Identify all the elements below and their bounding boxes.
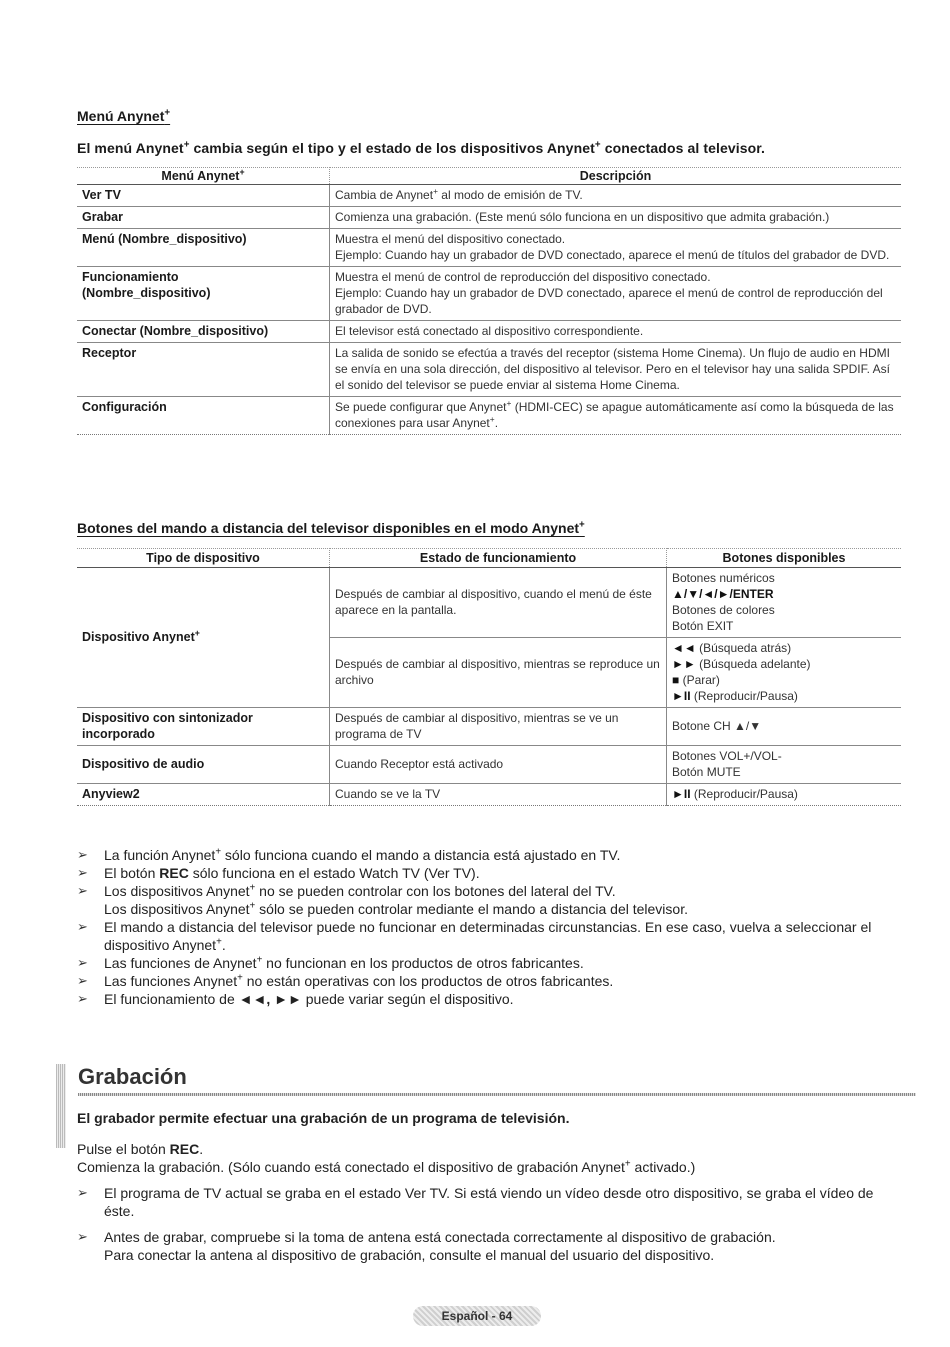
column-header-device-type: Tipo de dispositivo — [77, 549, 330, 568]
navigation-arrows-enter-label: ▲/▼/◄/►/ENTER — [672, 587, 774, 601]
note-text: El mando a distancia del televisor puede no funcionar en determinadas circunstancias. En ese caso, vuelva a seleccionar el dispositivo Anynet — [104, 919, 872, 953]
device-cell: Dispositivo con sintonizador incorporado — [77, 708, 330, 746]
menu-cell: Grabar — [77, 207, 330, 229]
grabacion-subtitle: El grabador permite efectuar una grabación de un programa de televisión. — [77, 1110, 570, 1126]
table-row — [77, 784, 901, 806]
menu-line: (Nombre_dispositivo) — [82, 286, 211, 300]
note-text: Para conectar la antena al dispositivo de grabación, consulte el manual del usuario del dispositivo. — [104, 1247, 715, 1263]
plus-superscript: + — [489, 414, 495, 424]
note-text: El programa de TV actual se graba en el estado Ver TV. Si está viendo un vídeo desde otro dispositivo, se graba el vídeo de éste. — [104, 1185, 874, 1219]
plus-superscript: + — [194, 627, 200, 638]
arrow-bullet-icon: ➢ — [77, 991, 88, 1006]
button-text: (Búsqueda atrás) — [695, 641, 792, 655]
plus-superscript: + — [506, 398, 512, 408]
menu-cell: Menú (Nombre_dispositivo) — [77, 229, 330, 267]
note-item — [77, 954, 897, 972]
arrow-bullet-icon: ➢ — [77, 919, 88, 934]
column-header-state: Estado de funcionamiento — [330, 549, 667, 568]
desc-line: Muestra el menú del dispositivo conectado. — [335, 232, 566, 246]
note-item — [77, 1228, 897, 1264]
table-header-row — [77, 549, 901, 568]
plus-superscript: + — [579, 519, 585, 531]
device-text: Dispositivo Anynet — [82, 630, 195, 644]
table-row — [77, 267, 901, 321]
note-text: . — [221, 937, 226, 953]
plus-superscript: + — [164, 107, 171, 119]
section-title-rule — [78, 1093, 916, 1096]
note-text: no están operativas con los productos de otros fabricantes. — [242, 973, 614, 989]
button-line: Botones VOL+/VOL- — [672, 749, 782, 763]
subtitle-part: El menú Anynet — [77, 140, 184, 156]
arrow-bullet-icon: ➢ — [77, 955, 88, 970]
header-text: Menú Anynet — [161, 169, 240, 183]
grabacion-body — [77, 1140, 897, 1264]
note-text: sólo se pueden controlar mediante el mando a distancia del televisor. — [255, 901, 688, 917]
desc-text: Se puede configurar que Anynet — [335, 400, 507, 414]
plus-superscript: + — [256, 954, 263, 966]
device-cell: Anyview2 — [77, 784, 330, 806]
buttons-cell — [667, 746, 902, 784]
note-text: no funcionan en los productos de otros fabricantes. — [262, 955, 584, 971]
menu-line: Funcionamiento — [82, 270, 179, 284]
button-line — [672, 640, 896, 656]
note-text: sólo funciona en el estado Watch TV (Ver TV). — [188, 865, 480, 881]
section-heading-remote-buttons — [77, 520, 585, 536]
plus-superscript: + — [433, 186, 438, 196]
body-text: activado.) — [630, 1159, 696, 1175]
desc-text: Cambia de Anynet — [335, 188, 434, 202]
fast-forward-icon: ►► — [672, 657, 696, 671]
plus-superscript: + — [249, 900, 256, 912]
column-header-buttons: Botones disponibles — [667, 549, 902, 568]
table-row — [77, 207, 901, 229]
button-text: (Búsqueda adelante) — [695, 657, 811, 671]
note-item — [77, 918, 897, 954]
body-text: Comienza la grabación. (Sólo cuando está conectado el dispositivo de grabación Anynet — [77, 1159, 625, 1175]
note-item — [77, 864, 897, 882]
table-row — [77, 397, 901, 435]
anynet-menu-table — [77, 167, 901, 435]
table-header-row — [77, 168, 901, 185]
button-line — [672, 688, 896, 704]
description-cell: La salida de sonido se efectúa a través del receptor (sistema Home Cinema). Un flujo de audio en HDMI se envía en una sola dirección, del dispositivo al televisor. Pero en el televisor hay una salida SPDIF. Así el sonido del televisor se puede enviar al sistema Home Cinema. — [330, 343, 902, 397]
body-line — [77, 1158, 897, 1176]
note-text: El funcionamiento de — [104, 991, 239, 1007]
note-text: puede variar según el dispositivo. — [301, 991, 514, 1007]
column-header-menu — [77, 168, 330, 185]
note-item — [77, 1184, 897, 1220]
plus-superscript: + — [216, 936, 222, 948]
note-text: Las funciones de Anynet — [104, 955, 257, 971]
note-item — [77, 972, 897, 990]
table-row — [77, 568, 901, 638]
buttons-cell — [667, 638, 902, 708]
state-cell: Después de cambiar al dispositivo, cuando el menú de éste aparece en la pantalla. — [330, 568, 667, 638]
desc-text: (HDMI-CEC) se apague automáticamente así como la búsqueda de las conexiones para usar Anynet — [335, 400, 894, 430]
note-text: no se pueden controlar con los botones del lateral del TV. — [255, 883, 616, 899]
description-cell — [330, 229, 902, 267]
description-cell: El televisor está conectado al dispositivo correspondiente. — [330, 321, 902, 343]
notes-list — [77, 846, 897, 1008]
menu-cell: Configuración — [77, 397, 330, 435]
menu-cell: Conectar (Nombre_dispositivo) — [77, 321, 330, 343]
description-cell: Comienza una grabación. (Este menú sólo funciona en un dispositivo que admita grabación.) — [330, 207, 902, 229]
state-cell: Después de cambiar al dispositivo, mientras se ve un programa de TV — [330, 708, 667, 746]
plus-superscript: + — [237, 972, 243, 984]
button-text: (Parar) — [679, 673, 720, 687]
stop-icon: ■ — [672, 673, 680, 687]
button-text: (Reproducir/Pausa) — [690, 787, 798, 801]
table-row — [77, 708, 901, 746]
arrow-bullet-icon: ➢ — [77, 1185, 88, 1200]
table-row — [77, 185, 901, 207]
button-line — [672, 656, 896, 672]
play-pause-icon: ►II — [672, 787, 691, 801]
plus-superscript: + — [239, 166, 245, 177]
page-number-badge: Español - 64 — [413, 1306, 541, 1326]
body-text: Pulse el botón — [77, 1141, 170, 1157]
description-cell — [330, 397, 902, 435]
note-text: Los dispositivos Anynet — [104, 901, 250, 917]
plus-superscript: + — [215, 846, 222, 858]
plus-superscript: + — [594, 139, 601, 151]
section-subtitle — [77, 140, 765, 156]
button-text: (Reproducir/Pausa) — [690, 689, 798, 703]
table-row — [77, 229, 901, 267]
note-item — [77, 846, 897, 864]
section-marker-bar — [56, 1064, 66, 1148]
desc-line: Ejemplo: Cuando hay un grabador de DVD conectado, aparece el menú de control de reproducción del grabador de DVD. — [335, 286, 883, 316]
state-cell: Cuando se ve la TV — [330, 784, 667, 806]
heading-text: Menú Anynet — [77, 108, 165, 124]
table-row — [77, 343, 901, 397]
arrow-bullet-icon: ➢ — [77, 1229, 88, 1244]
button-line: Botones de colores — [672, 603, 775, 617]
heading-text: Botones del mando a distancia del televisor disponibles en el modo Anynet — [77, 520, 580, 536]
arrow-bullet-icon: ➢ — [77, 865, 88, 880]
plus-superscript: + — [183, 139, 190, 151]
button-line — [672, 672, 896, 688]
description-cell — [330, 267, 902, 321]
buttons-cell — [667, 568, 902, 638]
plus-superscript: + — [249, 882, 256, 894]
rewind-forward-icons: ◄◄, ►► — [238, 991, 302, 1007]
buttons-cell: Botone CH ▲/▼ — [667, 708, 902, 746]
note-text: Antes de grabar, compruebe si la toma de antena está conectada correctamente al dispositivo de grabación. — [104, 1229, 776, 1245]
buttons-cell — [667, 784, 902, 806]
body-text: . — [199, 1141, 204, 1157]
arrow-bullet-icon: ➢ — [77, 973, 88, 988]
rec-button-label: REC — [159, 865, 189, 881]
desc-text: al modo de emisión de TV. — [437, 188, 583, 202]
rewind-icon: ◄◄ — [672, 641, 696, 655]
note-item — [77, 990, 897, 1008]
desc-text: . — [494, 416, 499, 430]
device-cell — [77, 568, 330, 708]
remote-buttons-table — [77, 548, 901, 806]
menu-cell — [77, 267, 330, 321]
arrow-bullet-icon: ➢ — [77, 847, 88, 862]
desc-line: Ejemplo: Cuando hay un grabador de DVD conectado, aparece el menú de títulos del grabador de DVD. — [335, 248, 890, 262]
body-line — [77, 1140, 897, 1158]
menu-cell: Ver TV — [77, 185, 330, 207]
arrow-bullet-icon: ➢ — [77, 883, 88, 898]
note-text: Los dispositivos Anynet — [104, 883, 250, 899]
table-row — [77, 321, 901, 343]
note-item — [77, 882, 897, 918]
button-line: Botón EXIT — [672, 619, 734, 633]
section-heading-anynet-menu — [77, 108, 170, 124]
note-text: El botón — [104, 865, 160, 881]
note-text: Las funciones Anynet — [104, 973, 238, 989]
subtitle-part: conectados al televisor. — [600, 140, 766, 156]
section-title-grabacion: Grabación — [78, 1064, 187, 1089]
state-cell: Cuando Receptor está activado — [330, 746, 667, 784]
note-text: sólo funciona cuando el mando a distancia está ajustado en TV. — [221, 847, 621, 863]
subtitle-part: cambia según el tipo y el estado de los dispositivos Anynet — [189, 140, 595, 156]
rec-button-label: REC — [169, 1141, 200, 1157]
state-cell: Después de cambiar al dispositivo, mientras se reproduce un archivo — [330, 638, 667, 708]
button-line: Botón MUTE — [672, 765, 741, 779]
device-cell: Dispositivo de audio — [77, 746, 330, 784]
note-text: La función Anynet — [104, 847, 216, 863]
plus-superscript: + — [624, 1158, 631, 1170]
description-cell — [330, 185, 902, 207]
column-header-description: Descripción — [330, 168, 902, 185]
play-pause-icon: ►II — [672, 689, 691, 703]
desc-line: Muestra el menú de control de reproducción del dispositivo conectado. — [335, 270, 711, 284]
menu-cell: Receptor — [77, 343, 330, 397]
button-line: Botones numéricos — [672, 571, 775, 585]
table-row — [77, 746, 901, 784]
